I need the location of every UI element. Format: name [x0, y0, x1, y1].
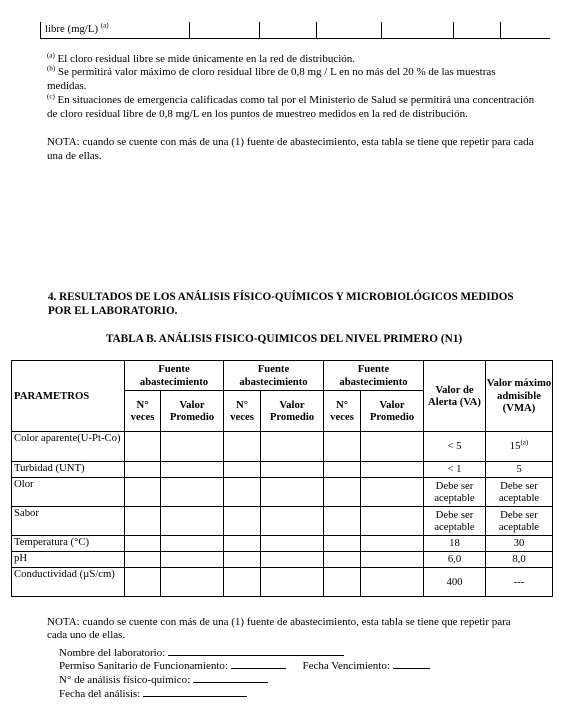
empty-cell[interactable] — [125, 552, 161, 568]
table-header-row — [12, 361, 553, 391]
empty-cell[interactable] — [161, 432, 224, 462]
header-valor-2: Valor Promedio — [261, 391, 324, 432]
analysis-table — [11, 360, 553, 597]
empty-cell[interactable] — [161, 552, 224, 568]
vma-cell: --- — [486, 568, 553, 597]
va-cell: Debe ser aceptable — [424, 478, 486, 507]
empty-cell[interactable] — [125, 507, 161, 536]
table-cell-border — [316, 22, 317, 38]
empty-cell[interactable] — [261, 507, 324, 536]
header-fuente-2: Fuente abastecimiento — [224, 361, 324, 391]
empty-cell[interactable] — [224, 478, 261, 507]
empty-cell[interactable] — [261, 432, 324, 462]
empty-cell[interactable] — [161, 478, 224, 507]
empty-cell[interactable] — [224, 536, 261, 552]
empty-cell[interactable] — [361, 507, 424, 536]
va-cell: 400 — [424, 568, 486, 597]
empty-cell[interactable] — [261, 462, 324, 478]
fecha-line: Fecha del análisis: — [59, 686, 247, 701]
empty-cell[interactable] — [324, 552, 361, 568]
va-cell: Debe ser aceptable — [424, 507, 486, 536]
empty-cell[interactable] — [161, 507, 224, 536]
empty-cell[interactable] — [324, 568, 361, 597]
empty-cell[interactable] — [361, 462, 424, 478]
footer-note: NOTA: cuando se cuente con más de una (1) fuente de abastecimiento, esta tabla se tiene que repetir para cada uno de ellas. — [47, 616, 511, 642]
table-cell-border — [189, 22, 190, 38]
empty-cell[interactable] — [125, 432, 161, 462]
permiso-line: Permiso Sanitario de Funcionamiento: Fecha Vencimiento: — [59, 658, 539, 673]
empty-cell[interactable] — [361, 432, 424, 462]
header-valor-alerta: Valor de Alerta (VA) — [424, 361, 486, 432]
empty-cell[interactable] — [261, 478, 324, 507]
header-nveces-3: N° veces — [324, 391, 361, 432]
empty-cell[interactable] — [224, 462, 261, 478]
empty-cell[interactable] — [324, 536, 361, 552]
param-cell: Temperatura (°C) — [12, 536, 125, 552]
param-cell: pH — [12, 552, 125, 568]
section-heading: 4. RESULTADOS DE LOS ANÁLISIS FÍSICO-QUÍMICOS Y MICROBIOLÓGICOS MEDIDOS POR EL LABORATORIO. — [48, 291, 514, 317]
empty-cell[interactable] — [361, 568, 424, 597]
empty-cell[interactable] — [161, 462, 224, 478]
empty-cell[interactable] — [361, 552, 424, 568]
vma-cell: 5 — [486, 462, 553, 478]
table-caption: TABLA B. ANÁLISIS FISICO-QUIMICOS DEL NIVEL PRIMERO (N1) — [105, 333, 463, 345]
header-nveces-2: N° veces — [224, 391, 261, 432]
note-b: $^{(b)}$ Se permitirá valor máximo de cloro residual libre de 0,8 mg / L en no más del 20 % de las muestras medidas. — [47, 64, 496, 92]
analisis-line: N° de análisis físico-químico: — [59, 672, 268, 687]
empty-cell[interactable] — [125, 536, 161, 552]
param-cell: Color aparente(U-Pt-Co) — [12, 432, 125, 462]
empty-cell[interactable] — [161, 568, 224, 597]
note-a: $^{(a)}$ El cloro residual libre se mide únicamente en la red de distribución. — [47, 51, 356, 65]
table-row — [12, 462, 553, 478]
previous-table-row — [40, 22, 550, 39]
lab-name-field[interactable] — [168, 645, 344, 656]
empty-cell[interactable] — [125, 568, 161, 597]
vma-cell: 8,0 — [486, 552, 553, 568]
header-valor-3: Valor Promedio — [361, 391, 424, 432]
table-row — [12, 568, 553, 597]
note-c: $^{(c)}$ En situaciones de emergencia calificadas como tal por el Ministerio de Salud se permitirá una concentración de cloro residual libre de 0,8 mg/L en los puntos de muestreo medidos en la red de distribución. — [47, 92, 535, 120]
empty-cell[interactable] — [324, 478, 361, 507]
empty-cell[interactable] — [324, 462, 361, 478]
header-vma: Valor máximo admisible (VMA) — [486, 361, 553, 432]
va-cell: 18 — [424, 536, 486, 552]
table-row — [12, 432, 553, 462]
empty-cell[interactable] — [324, 432, 361, 462]
empty-cell[interactable] — [125, 478, 161, 507]
vencimiento-field[interactable] — [393, 658, 430, 669]
vma-cell: Debe ser aceptable — [486, 507, 553, 536]
empty-cell[interactable] — [224, 552, 261, 568]
empty-cell[interactable] — [224, 507, 261, 536]
header-parametros: PARAMETROS — [12, 361, 125, 432]
header-nveces-1: N° veces — [125, 391, 161, 432]
vma-cell: 15$^{(a)}$ — [486, 432, 553, 462]
table-cell-border — [381, 22, 382, 38]
va-cell: 6,0 — [424, 552, 486, 568]
table-row — [12, 507, 553, 536]
header-fuente-3: Fuente abastecimiento — [324, 361, 424, 391]
analisis-field[interactable] — [193, 672, 268, 683]
empty-cell[interactable] — [261, 552, 324, 568]
param-cell: Conductividad (µS/cm) — [12, 568, 125, 597]
param-cell: Turbidad (UNT) — [12, 462, 125, 478]
vma-cell: Debe ser aceptable — [486, 478, 553, 507]
va-cell: < 5 — [424, 432, 486, 462]
empty-cell[interactable] — [224, 568, 261, 597]
table-cell-border — [40, 22, 41, 38]
table-row — [12, 536, 553, 552]
empty-cell[interactable] — [361, 478, 424, 507]
table-cell-border — [259, 22, 260, 38]
table-cell-border — [500, 22, 501, 38]
fecha-field[interactable] — [143, 686, 247, 697]
param-cell: Sabor — [12, 507, 125, 536]
table-row — [12, 478, 553, 507]
table-cell-border — [453, 22, 454, 38]
header-valor-1: Valor Promedio — [161, 391, 224, 432]
row-label: libre (mg/L) $^{(a)}$ — [45, 21, 109, 35]
empty-cell[interactable] — [224, 432, 261, 462]
lab-name-line: Nombre del laboratorio: — [59, 645, 344, 660]
empty-cell[interactable] — [161, 536, 224, 552]
empty-cell[interactable] — [261, 568, 324, 597]
param-cell: Olor — [12, 478, 125, 507]
empty-cell[interactable] — [361, 536, 424, 552]
va-cell: < 1 — [424, 462, 486, 478]
permiso-field[interactable] — [231, 658, 286, 669]
empty-cell[interactable] — [261, 536, 324, 552]
empty-cell[interactable] — [125, 462, 161, 478]
empty-cell[interactable] — [324, 507, 361, 536]
vma-cell: 30 — [486, 536, 553, 552]
header-fuente-1: Fuente abastecimiento — [125, 361, 224, 391]
table-row — [12, 552, 553, 568]
note-nota: NOTA: cuando se cuente con más de una (1) fuente de abastecimiento, esta tabla se tiene que repetir para cada una de ellas. — [47, 136, 534, 162]
